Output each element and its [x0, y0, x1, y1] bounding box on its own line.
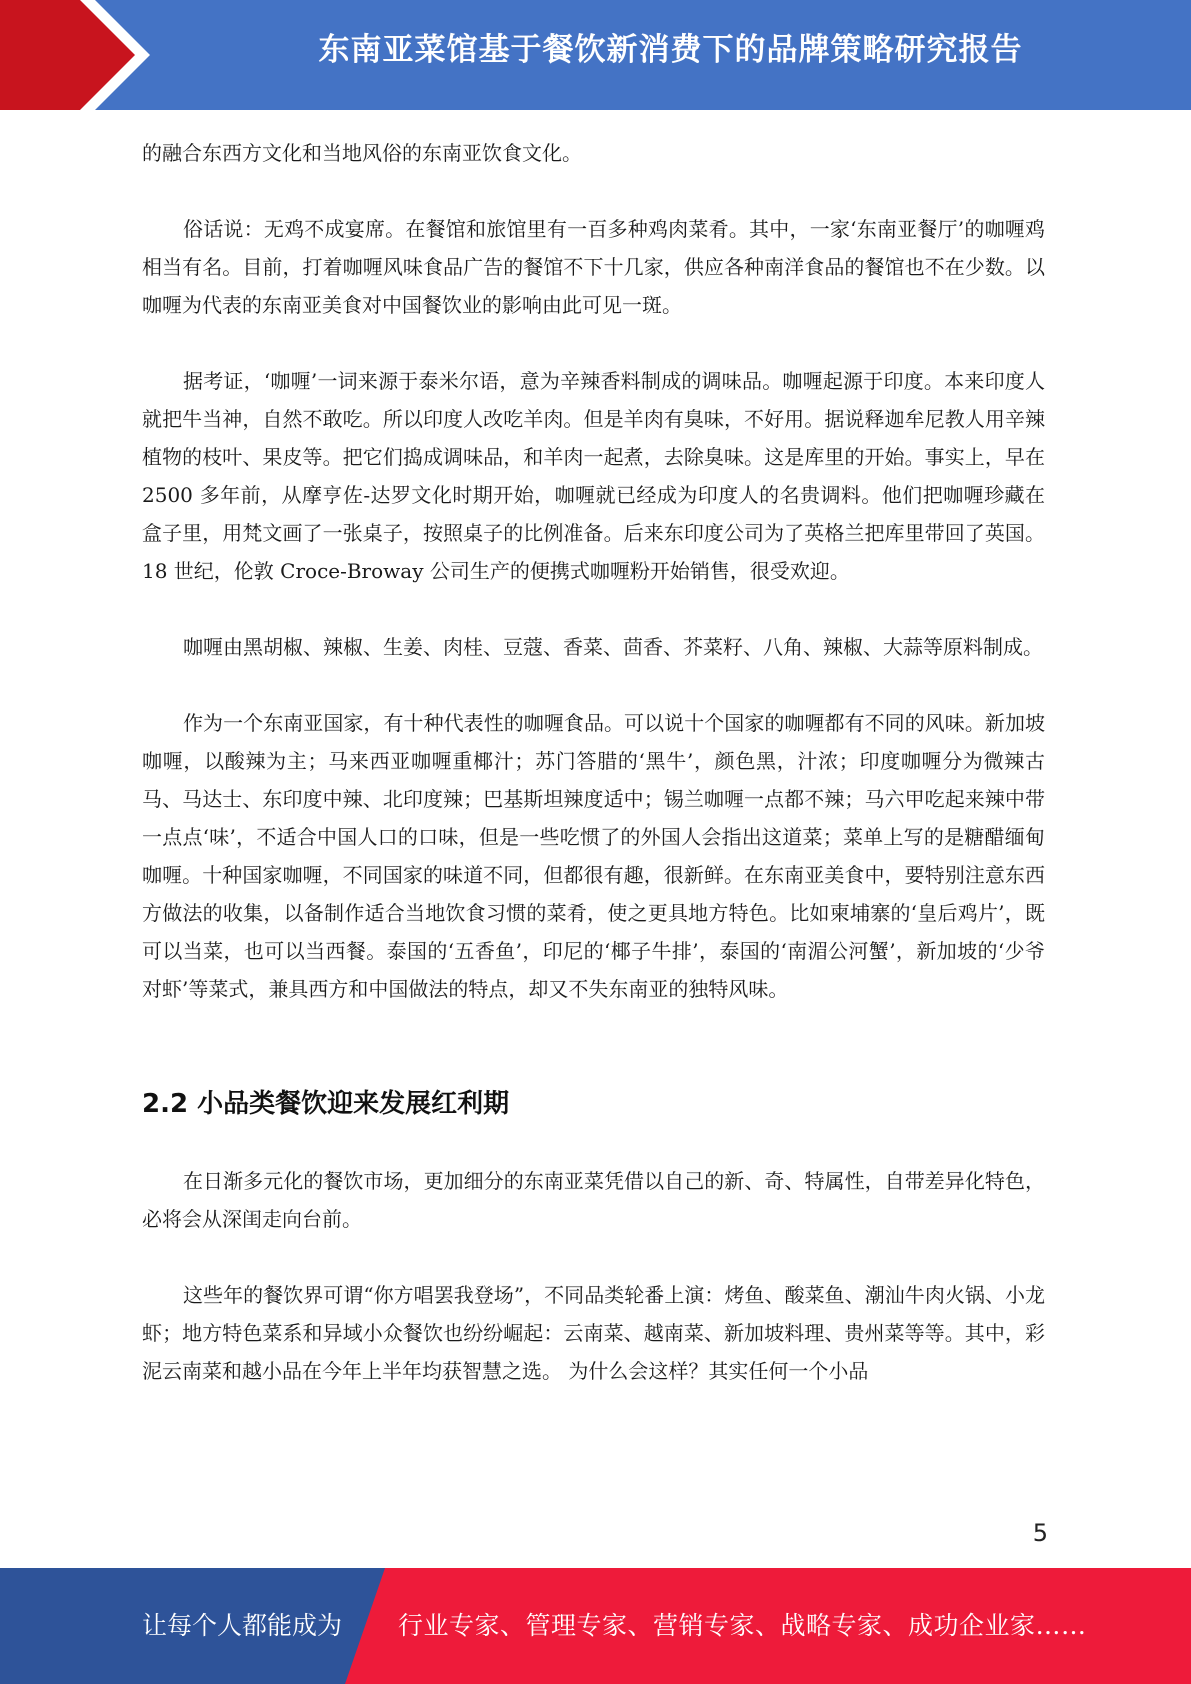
report-title: 东南亚菜馆基于餐饮新消费下的品牌策略研究报告 [318, 32, 1023, 68]
paragraph-2: 俗话说：无鸡不成宴席。在餐馆和旅馆里有一百多种鸡肉菜肴。其中，一家‘东南亚餐厅’的咖喱鸡相当有名。目前，打着咖喱风味食品广告的餐馆不下十几家，供应各种南洋食品的餐馆也不在少数。以咖喱为代表的东南亚美食对中国餐饮业的影响由此可见一斑。 [142, 217, 1045, 317]
red-chevron-decoration [0, 0, 160, 110]
paragraph-1: 的融合东西方文化和当地风俗的东南亚饮食文化。 [142, 141, 582, 165]
paragraph-4: 咖喱由黑胡椒、辣椒、生姜、肉桂、豆蔻、香菜、茴香、芥菜籽、八角、辣椒、大蒜等原料制成。 [183, 635, 1043, 659]
footer-slogan-roles: 行业专家、管理专家、营销专家、战略专家、成功企业家…… [398, 1611, 1087, 1640]
footer-slogan-lead: 让每个人都能成为 [142, 1611, 343, 1640]
page-header [0, 0, 1191, 110]
paragraph-3: 据考证，‘咖喱’一词来源于泰米尔语，意为辛辣香料制成的调味品。咖喱起源于印度。本来印度人就把牛当神，自然不敢吃。所以印度人改吃羊肉。但是羊肉有臭味，不好用。据说释迦牟尼教人用辛辣植物的枝叶、果皮等。把它们捣成调味品，和羊肉一起煮，去除臭味。这是库里的开始。事实上，早在 2500 多年前，从摩亨佐-达罗文化时期开始，咖喱就已经成为印度人的名贵调料。他们把咖喱珍藏在盒子里，用梵文画了一张桌子，按照桌子的比例准备。后来东印度公司为了英格兰把库里带回了英国。18 世纪，伦敦 Croce-Broway 公司生产的便携式咖喱粉开始销售，很受欢迎。 [142, 369, 1045, 583]
paragraph-7: 这些年的餐饮界可谓“你方唱罢我登场”，不同品类轮番上演：烤鱼、酸菜鱼、潮汕牛肉火锅、小龙虾；地方特色菜系和异域小众餐饮也纷纷崛起：云南菜、越南菜、新加坡料理、贵州菜等等。其中，彩泥云南菜和越小品在今年上半年均获智慧之选。 为什么会这样？其实任何一个小品 [142, 1283, 1045, 1383]
document-body [142, 134, 1045, 1390]
page-number: 5 [1032, 1519, 1048, 1547]
section-heading: 2.2 小品类餐饮迎来发展红利期 [142, 1089, 510, 1119]
page-footer [0, 1568, 1191, 1684]
paragraph-5: 作为一个东南亚国家，有十种代表性的咖喱食品。可以说十个国家的咖喱都有不同的风味。新加坡咖喱，以酸辣为主；马来西亚咖喱重椰汁；苏门答腊的‘黑牛’，颜色黑，汁浓；印度咖喱分为微辣古马、马达士、东印度中辣、北印度辣；巴基斯坦辣度适中；锡兰咖喱一点都不辣；马六甲吃起来辣中带一点点‘味’，不适合中国人口的口味，但是一些吃惯了的外国人会指出这道菜；菜单上写的是糖醋缅甸咖喱。十种国家咖喱，不同国家的味道不同，但都很有趣，很新鲜。在东南亚美食中，要特别注意东西方做法的收集，以备制作适合当地饮食习惯的菜肴，使之更具地方特色。比如柬埔寨的‘皇后鸡片’，既可以当菜，也可以当西餐。泰国的‘五香鱼’，印尼的‘椰子牛排’，泰国的‘南湄公河蟹’，新加坡的‘少爷对虾’等菜式，兼具西方和中国做法的特点，却又不失东南亚的独特风味。 [142, 711, 1045, 1001]
paragraph-6: 在日渐多元化的餐饮市场，更加细分的东南亚菜凭借以自己的新、奇、特属性，自带差异化特色，必将会从深闺走向台前。 [142, 1169, 1045, 1231]
